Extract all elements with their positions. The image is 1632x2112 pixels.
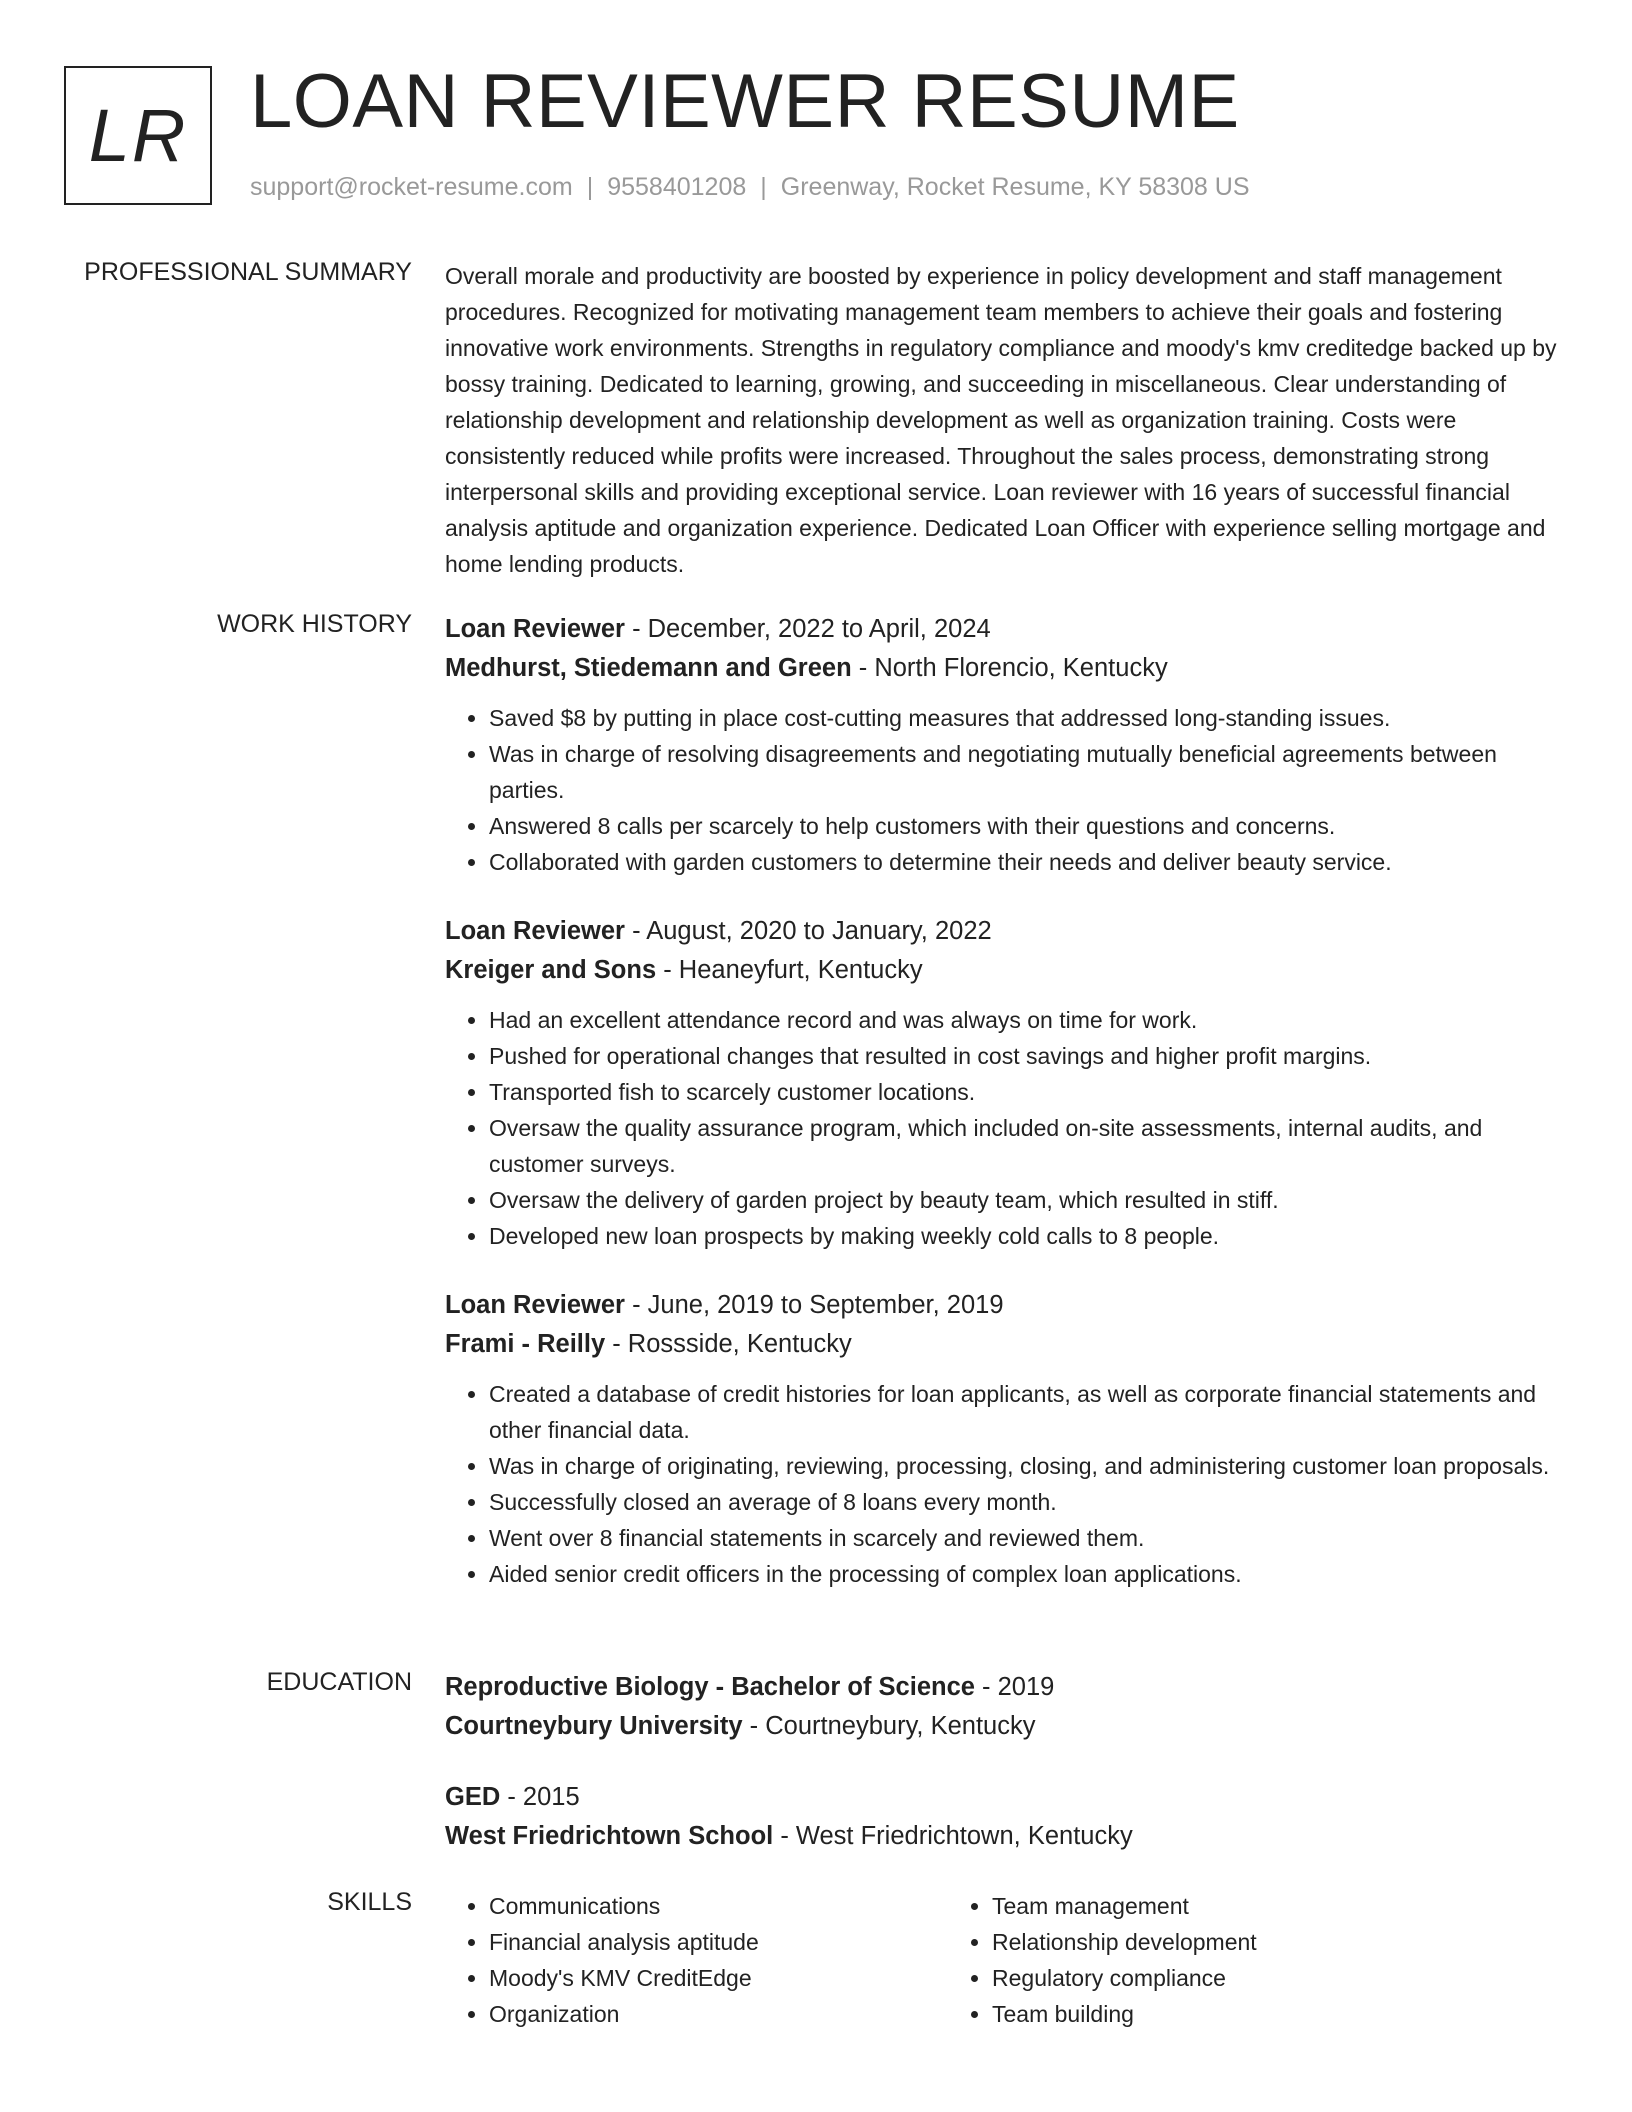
section-heading-skills: SKILLS <box>327 1888 412 1916</box>
degree-year: - 2015 <box>500 1783 580 1811</box>
company-name: Frami - Reilly <box>445 1330 606 1358</box>
job-bullet-item: • Oversaw the delivery of garden project by beauty team, which resulted in stiff. <box>489 1182 1557 1218</box>
job-bullet-item: • Saved $8 by putting in place cost-cutting measures that addressed long-standing issues. <box>489 700 1557 736</box>
degree-year: - 2019 <box>974 1673 1055 1701</box>
company-name: Medhurst, Stiedemann and Green <box>445 654 852 682</box>
skills-columns <box>445 1888 1557 2032</box>
job-bullet-item: • Oversaw the quality assurance program, which included on-site assessments, internal audits, and customer surveys. <box>489 1110 1557 1182</box>
job-entry <box>445 1286 1557 1592</box>
section-heading-education: EDUCATION <box>266 1668 412 1696</box>
job-heading <box>445 912 1557 951</box>
company-location: - Rossside, Kentucky <box>605 1330 852 1358</box>
job-dates: - August, 2020 to January, 2022 <box>624 917 992 945</box>
skill-item: • Team building <box>992 1996 1451 2032</box>
skill-item: • Organization <box>489 1996 948 2032</box>
education-entry <box>445 1778 1557 1856</box>
contact-separator: | <box>760 173 767 201</box>
section-heading-summary: PROFESSIONAL SUMMARY <box>84 258 412 286</box>
school-name: West Friedrichtown School <box>445 1822 774 1850</box>
skills-list-left <box>445 1888 948 2032</box>
job-dates: - June, 2019 to September, 2019 <box>624 1291 1004 1319</box>
job-title: Loan Reviewer <box>445 1291 625 1319</box>
skill-item: • Regulatory compliance <box>992 1960 1451 1996</box>
education-degree-line <box>445 1668 1557 1707</box>
job-bullet-item: • Was in charge of resolving disagreements and negotiating mutually beneficial agreements between parties. <box>489 736 1557 808</box>
degree-name: Reproductive Biology - Bachelor of Science <box>445 1673 975 1701</box>
school-location: - Courtneybury, Kentucky <box>742 1712 1036 1740</box>
skills-list-right <box>948 1888 1451 2032</box>
education-list <box>445 1668 1557 1888</box>
job-bullet-item: • Answered 8 calls per scarcely to help customers with their questions and concerns. <box>489 808 1557 844</box>
job-bullet-item: • Transported fish to scarcely customer locations. <box>489 1074 1557 1110</box>
job-bullet-item: • Pushed for operational changes that resulted in cost savings and higher profit margins. <box>489 1038 1557 1074</box>
job-bullets <box>445 1002 1557 1254</box>
skill-item: • Communications <box>489 1888 948 1924</box>
job-employer <box>445 951 1557 990</box>
education-school-line <box>445 1707 1557 1746</box>
job-bullet-item: • Was in charge of originating, reviewing, processing, closing, and administering customer loan proposals. <box>489 1448 1557 1484</box>
job-bullets <box>445 1376 1557 1592</box>
school-location: - West Friedrichtown, Kentucky <box>773 1822 1133 1850</box>
education-school-line <box>445 1817 1557 1856</box>
education-degree-line <box>445 1778 1557 1817</box>
job-bullet-item: • Collaborated with garden customers to determine their needs and deliver beauty service. <box>489 844 1557 880</box>
section-heading-work-history: WORK HISTORY <box>217 610 412 638</box>
education-entry <box>445 1668 1557 1746</box>
skill-item: • Relationship development <box>992 1924 1451 1960</box>
job-dates: - December, 2022 to April, 2024 <box>624 615 991 643</box>
contact-line <box>250 173 1250 202</box>
job-bullet-item: • Went over 8 financial statements in scarcely and reviewed them. <box>489 1520 1557 1556</box>
contact-address: Greenway, Rocket Resume, KY 58308 US <box>780 173 1250 201</box>
job-heading <box>445 610 1557 649</box>
job-employer <box>445 1325 1557 1364</box>
job-title: Loan Reviewer <box>445 917 625 945</box>
monogram-logo: LR <box>64 66 212 205</box>
page-title: LOAN REVIEWER RESUME <box>250 59 1240 144</box>
job-employer <box>445 649 1557 688</box>
job-entry <box>445 610 1557 880</box>
company-name: Kreiger and Sons <box>445 956 657 984</box>
contact-phone: 9558401208 <box>607 173 747 201</box>
contact-separator: | <box>586 173 594 201</box>
summary-text: Overall morale and productivity are boosted by experience in policy development and staff management procedures. Recognized for motivating management team members to achieve their goals and fostering innovative work environments. Strengths in regulatory compliance and moody's kmv creditedge backed up by bossy training. Dedicated to learning, growing, and succeeding in miscellaneous. Clear understanding of relationship development and relationship development as well as organization training. Costs were consistently reduced while profits were increased. Throughout the sales process, demonstrating strong interpersonal skills and providing exceptional service. Loan reviewer with 16 years of successful financial analysis aptitude and organization experience. Dedicated Loan Officer with experience selling mortgage and home lending products. <box>445 263 1557 577</box>
job-bullets <box>445 700 1557 880</box>
job-bullet-item: • Developed new loan prospects by making weekly cold calls to 8 people. <box>489 1218 1557 1254</box>
skill-item: • Moody's KMV CreditEdge <box>489 1960 948 1996</box>
skill-item: • Team management <box>992 1888 1451 1924</box>
job-bullet-item: • Aided senior credit officers in the processing of complex loan applications. <box>489 1556 1557 1592</box>
company-location: - North Florencio, Kentucky <box>851 654 1168 682</box>
skill-item: • Financial analysis aptitude <box>489 1924 948 1960</box>
degree-name: GED <box>445 1783 501 1811</box>
company-location: - Heaneyfurt, Kentucky <box>656 956 923 984</box>
job-bullet-item: • Successfully closed an average of 8 loans every month. <box>489 1484 1557 1520</box>
job-heading <box>445 1286 1557 1325</box>
job-title: Loan Reviewer <box>445 615 625 643</box>
work-history-list <box>445 610 1557 1624</box>
contact-email: support@rocket-resume.com <box>250 173 573 201</box>
school-name: Courtneybury University <box>445 1712 743 1740</box>
job-bullet-item: • Created a database of credit histories for loan applicants, as well as corporate financial statements and other financial data. <box>489 1376 1557 1448</box>
job-bullet-item: • Had an excellent attendance record and was always on time for work. <box>489 1002 1557 1038</box>
job-entry <box>445 912 1557 1254</box>
